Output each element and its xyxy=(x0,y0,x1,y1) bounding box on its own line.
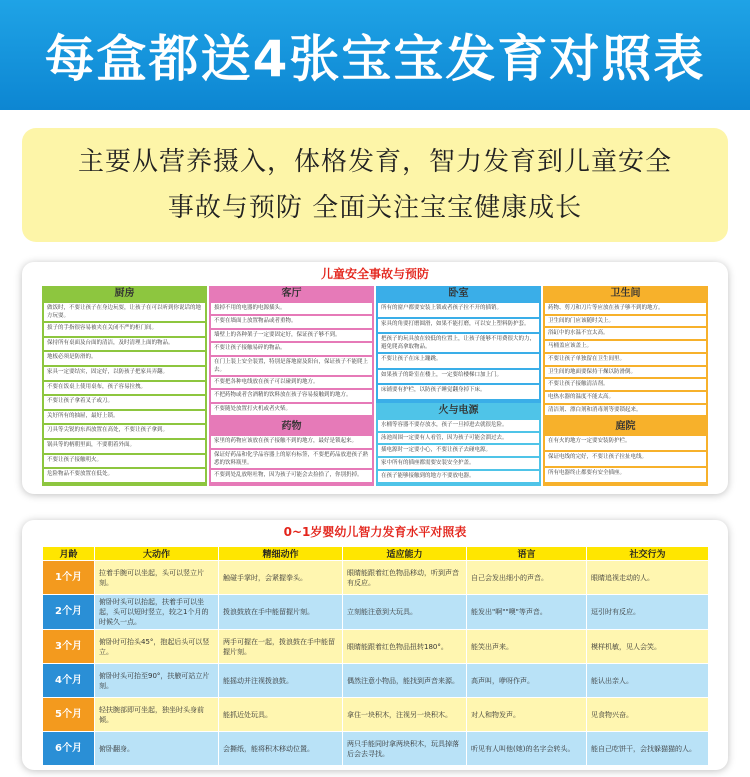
header-age: 月龄 xyxy=(43,547,95,561)
list-item: 危险物品不要放置在低处。 xyxy=(44,469,205,482)
list-item: 在孩子能够接触到的地方不要放电器。 xyxy=(378,471,539,482)
intro-line-2: 事故与预防 全面关注宝宝健康成长 xyxy=(167,193,583,223)
gross-motor-cell: 轻扶腕部即可坐起，独坐时头身前倾。 xyxy=(95,698,219,732)
safety-chart-card xyxy=(22,262,728,494)
gross-motor-cell: 俯卧时可抬头45°，抱起后头可以竖立。 xyxy=(95,630,219,664)
kitchen-header: 厨房 xyxy=(42,286,207,301)
fine-motor-cell: 触碰手掌时，会紧握拳头。 xyxy=(219,561,343,595)
living-room-header: 客厅 xyxy=(209,286,374,301)
table-row xyxy=(43,698,709,732)
bathroom-header: 卫生间 xyxy=(543,286,708,301)
list-item: 刀具等尖锐的东西放置在高处，不要让孩子拿到。 xyxy=(44,425,205,438)
gross-motor-cell: 俯卧翻身。 xyxy=(95,732,219,766)
age-cell: 1个月 xyxy=(43,561,95,595)
gross-motor-cell: 俯卧时头可以抬起，扶着手可以坐起，头可以短时竖立，较之1个月的时候久一点。 xyxy=(95,595,219,630)
header-social: 社交行为 xyxy=(587,547,709,561)
adaptive-cell: 眼睛能跟着红色物品移动，听到声音有反应。 xyxy=(343,561,467,595)
fine-motor-cell: 拨浪鼓放在手中能留握片刻。 xyxy=(219,595,343,630)
list-item: 床铺要有护栏，以防孩子睡觉翻身掉下床。 xyxy=(378,385,539,399)
fine-motor-cell: 两手可握在一起，拨浪鼓在手中能留握片刻。 xyxy=(219,630,343,664)
water-power-list xyxy=(376,418,541,486)
age-cell: 6个月 xyxy=(43,732,95,766)
list-item: 不要让孩子单独留在卫生间里。 xyxy=(545,354,706,365)
list-item: 药物、剪刀和刀片等应放在孩子够不到的地方。 xyxy=(545,303,706,314)
bedroom-section xyxy=(376,286,541,403)
age-cell: 2个月 xyxy=(43,595,95,630)
list-item: 如果孩子的卧室在楼上，一定要给楼梯口加上门。 xyxy=(378,370,539,384)
gross-motor-cell: 俯卧时头可抬至90°，扶腋可站立片刻。 xyxy=(95,664,219,698)
list-item: 保证好药品和化学品容器上的原有标签，不要把药品放进孩子熟悉的饮料瓶里。 xyxy=(211,450,372,468)
list-item: 墙壁上的各种架子一定要固定好，保证孩子够不到。 xyxy=(211,330,372,341)
list-item: 水桶等容器不要存放水，孩子一旦掉进去就很危险。 xyxy=(378,420,539,431)
medicine-list xyxy=(209,434,374,486)
adaptive-cell: 眼睛能跟着红色物品扭转180°。 xyxy=(343,630,467,664)
fine-motor-cell: 能抓近处玩具。 xyxy=(219,698,343,732)
list-item: 在有火的地方一定要安装防护栏。 xyxy=(545,436,706,450)
top-banner xyxy=(0,0,750,110)
list-item: 地板必须是防滑的。 xyxy=(44,352,205,365)
fine-motor-cell: 会撕纸，能将积木移动位置。 xyxy=(219,732,343,766)
list-item: 插电源时一定要小心，不要让孩子去碰电源。 xyxy=(378,445,539,456)
list-item: 把孩子的玩具放在较低的位置上，让孩子能够不用费很大的力，避免爬高拿取物品。 xyxy=(378,334,539,352)
list-item: 浴缸中的水温不宜太高。 xyxy=(545,328,706,339)
list-item: 不要让孩子接触易碎的物品。 xyxy=(211,343,372,354)
list-item: 不要让孩子拿着叉子或刀。 xyxy=(44,396,205,409)
list-item: 保持所有桌面及台面的清洁，及时清理上面的物品。 xyxy=(44,338,205,351)
list-item: 卫生间的门应该随时关上。 xyxy=(545,316,706,327)
header-adaptive: 适应能力 xyxy=(343,547,467,561)
age-cell: 4个月 xyxy=(43,664,95,698)
age-cell: 3个月 xyxy=(43,630,95,664)
kitchen-column xyxy=(42,286,207,486)
bathroom-section xyxy=(543,286,708,419)
social-cell: 能自己吃饼干，会找躲猫猫的人。 xyxy=(587,732,709,766)
table-row xyxy=(43,595,709,630)
language-cell: 对人和物发声。 xyxy=(467,698,587,732)
list-item: 不要到处乱放呕吐物，因为孩子可能会去捡拾了，你别扔掉。 xyxy=(211,470,372,482)
language-cell: 自己会发出细小的声音。 xyxy=(467,561,587,595)
list-item: 做饭时，不要让孩子在身边玩耍，让孩子在可以听到你说话的地方玩耍。 xyxy=(44,303,205,321)
list-item: 所有电器终止都要有安全插座。 xyxy=(545,468,706,482)
list-item: 马桶盖应该盖上。 xyxy=(545,341,706,352)
gross-motor-cell: 拉着手腕可以坐起，头可以竖立片刻。 xyxy=(95,561,219,595)
language-cell: 能发出"啊""噢"等声音。 xyxy=(467,595,587,630)
adaptive-cell: 两只手能同时拿两块积木，玩具掉落后会去寻找。 xyxy=(343,732,467,766)
intro-box xyxy=(22,128,728,242)
yard-list xyxy=(543,434,708,486)
bathroom-yard-column xyxy=(543,286,708,486)
list-item: 拔子的手指很容易被夹在关闭不严的柜门间。 xyxy=(44,323,205,336)
water-power-header: 火与电源 xyxy=(376,403,541,418)
list-item: 不要让孩子接触清洁剂。 xyxy=(545,379,706,390)
list-item: 电热水器的温度不能太高。 xyxy=(545,392,706,403)
medicine-header: 药物 xyxy=(209,419,374,434)
language-cell: 听见有人叫他(她)的名字会转头。 xyxy=(467,732,587,766)
living-medicine-column xyxy=(209,286,374,486)
table-row xyxy=(43,561,709,595)
list-item: 不把药物或者含酒精的饮料放在孩子容易接触到的地方。 xyxy=(211,390,372,401)
header-gross-motor: 大动作 xyxy=(95,547,219,561)
list-item: 不要在墙面上放置物品或者重物。 xyxy=(211,316,372,327)
list-item: 清洁剂、漂白剂和消毒剂等要锁起来。 xyxy=(545,405,706,416)
list-item: 拔掉不用的电器的电源插头。 xyxy=(211,303,372,314)
bedroom-header: 卧室 xyxy=(376,286,541,301)
list-item: 不要随处放置打火机或者火柴。 xyxy=(211,404,372,415)
header-language: 语言 xyxy=(467,547,587,561)
bedroom-list xyxy=(376,301,541,403)
list-item: 保证电线的完好，不要让孩子拉扯电线。 xyxy=(545,452,706,466)
banner-title: 每盒都送4张宝宝发育对照表 xyxy=(44,30,706,88)
medicine-section xyxy=(209,419,374,486)
list-item: 家中所有的插座都需要安装安全护盖。 xyxy=(378,458,539,469)
list-item: 家具的角要打磨圆滑，如果不能打磨，可以安上塑料防护套。 xyxy=(378,319,539,333)
list-item: 关好所有的抽屉，最好上锁。 xyxy=(44,411,205,424)
language-cell: 能笑出声来。 xyxy=(467,630,587,664)
list-item: 不要把各种电线放在孩子可以碰到的地方。 xyxy=(211,377,372,388)
list-item: 家里的药物应该放在孩子接触不到的地方，最好是锁起来。 xyxy=(211,436,372,448)
list-item: 泳池周围一定要有人看管，因为孩子可能会溜过去。 xyxy=(378,433,539,444)
list-item: 不要让孩子在床上蹦跳。 xyxy=(378,354,539,368)
bedroom-water-column xyxy=(376,286,541,486)
age-cell: 5个月 xyxy=(43,698,95,732)
header-fine-motor: 精细动作 xyxy=(219,547,343,561)
adaptive-cell: 拿住一块积木，注视另一块积木。 xyxy=(343,698,467,732)
table-header-row xyxy=(43,547,709,561)
development-chart-card xyxy=(22,520,728,770)
list-item: 不要让孩子接触明火。 xyxy=(44,455,205,468)
language-cell: 高声叫，咿呀作声。 xyxy=(467,664,587,698)
table-row xyxy=(43,732,709,766)
list-item: 所有的窗户都要安装上锁或者孩子拉不开的插销。 xyxy=(378,303,539,317)
yard-header: 庭院 xyxy=(543,419,708,434)
list-item: 在门上装上安全装置，特别是落地窗及阳台，保证孩子不能爬上去。 xyxy=(211,357,372,375)
kitchen-list xyxy=(42,301,207,486)
list-item: 卫生间的地面要保持干燥以防滑倒。 xyxy=(545,367,706,378)
social-cell: 能认出亲人。 xyxy=(587,664,709,698)
development-table xyxy=(42,546,709,766)
yard-section xyxy=(543,419,708,486)
water-power-section xyxy=(376,403,541,486)
development-chart-title: 0~1岁婴幼儿智力发育水平对照表 xyxy=(283,525,467,539)
safety-chart-title: 儿童安全事故与预防 xyxy=(320,267,429,281)
adaptive-cell: 立刻能注意到大玩具。 xyxy=(343,595,467,630)
intro-line-1: 主要从营养摄入，体格发育，智力发育到儿童安全 xyxy=(77,147,672,177)
bathroom-list xyxy=(543,301,708,419)
social-cell: 逗引时有反应。 xyxy=(587,595,709,630)
social-cell: 见食物兴奋。 xyxy=(587,698,709,732)
adaptive-cell: 偶然注意小物品，能找到声音来源。 xyxy=(343,664,467,698)
list-item: 锅具等的柄朝里面，不要朝着外面。 xyxy=(44,440,205,453)
table-row xyxy=(43,630,709,664)
list-item: 家具一定要结实，固定好，以防孩子把家具弄翻。 xyxy=(44,367,205,380)
living-room-list xyxy=(209,301,374,419)
table-row xyxy=(43,664,709,698)
fine-motor-cell: 能摇动并注视拨浪鼓。 xyxy=(219,664,343,698)
social-cell: 模样机敏，见人会笑。 xyxy=(587,630,709,664)
list-item: 不要在饭桌上使用桌布，孩子容易拉拽。 xyxy=(44,382,205,395)
safety-grid xyxy=(42,286,708,486)
social-cell: 眼睛追视走动的人。 xyxy=(587,561,709,595)
living-room-section xyxy=(209,286,374,419)
